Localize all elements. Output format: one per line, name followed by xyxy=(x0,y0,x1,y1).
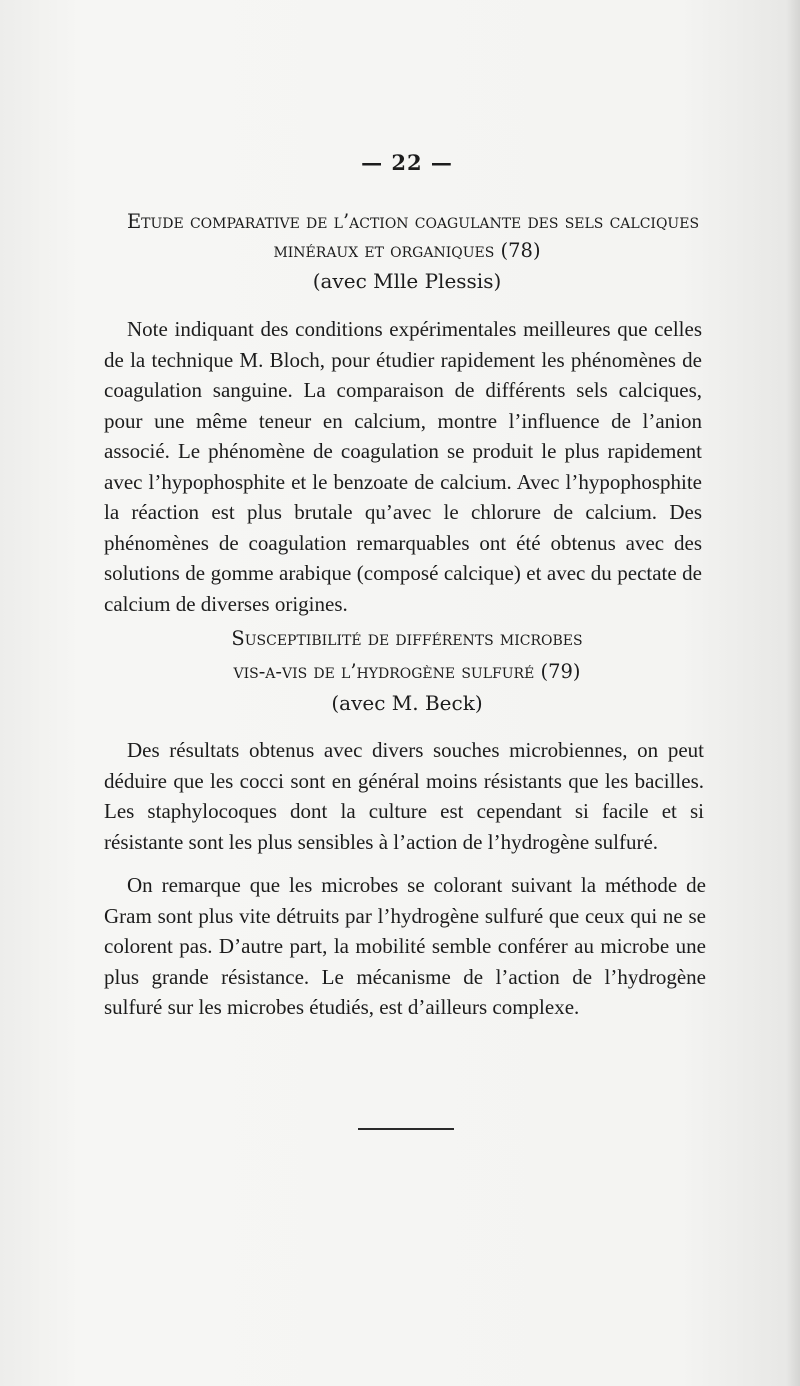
section1-title-line2: minéraux et organiques (78) xyxy=(273,239,541,262)
page-number: — 22 — xyxy=(361,150,453,175)
section2-paragraph-1: Des résultats obtenus avec divers souches microbiennes, on peut déduire que les cocci sont en général moins résistants que les bacilles. Les staphylocoques dont la culture est cependant si facile et si résistante sont les plus sensibles à l’action de l’hydrogène sulfuré. xyxy=(104,738,704,854)
end-rule xyxy=(358,1128,454,1130)
section2-title-line1: Susceptibilité de différents microbes xyxy=(231,627,583,650)
section1-title-line1: Etude comparative de l’action coagulante des sels calciques xyxy=(126,210,700,233)
page-edge-shadow xyxy=(786,0,800,1386)
section2-paragraph-2: On remarque que les microbes se colorant suivant la méthode de Gram sont plus vite détruits par l’hydrogène sulfuré que ceux qui ne se colorent pas. D’autre part, la mobilité semble conférer au microbe une plus grande résistance. Le mécanisme de l’action de l’hydrogène sulfuré sur les microbes étudiés, est d’ailleurs complexe. xyxy=(104,873,706,1019)
section1-paragraph: Note indiquant des conditions expérimentales meilleures que celles de la technique M. Bloch, pour étudier rapidement les phénomènes de coagulation sanguine. La comparaison de différents sels calciques, pour une même teneur en calcium, montre l’influence de l’anion associé. Le phénomène de coagulation se produit le plus rapidement avec l’hypophosphite et le benzoate de calcium. Avec l’hypophosphite la réaction est plus brutale qu’avec le chlorure de calcium. Des phénomènes de coagulation remarquables ont été obtenus avec des solutions de gomme arabique (composé calcique) et avec du pectate de calcium de diverses origines. xyxy=(104,317,702,616)
section2-title-line2: vis-a-vis de l’hydrogène sulfuré (79) xyxy=(233,660,581,683)
section2-title-line3: (avec M. Beck) xyxy=(331,691,483,715)
section1-title-line3: (avec Mlle Plessis) xyxy=(312,269,502,293)
